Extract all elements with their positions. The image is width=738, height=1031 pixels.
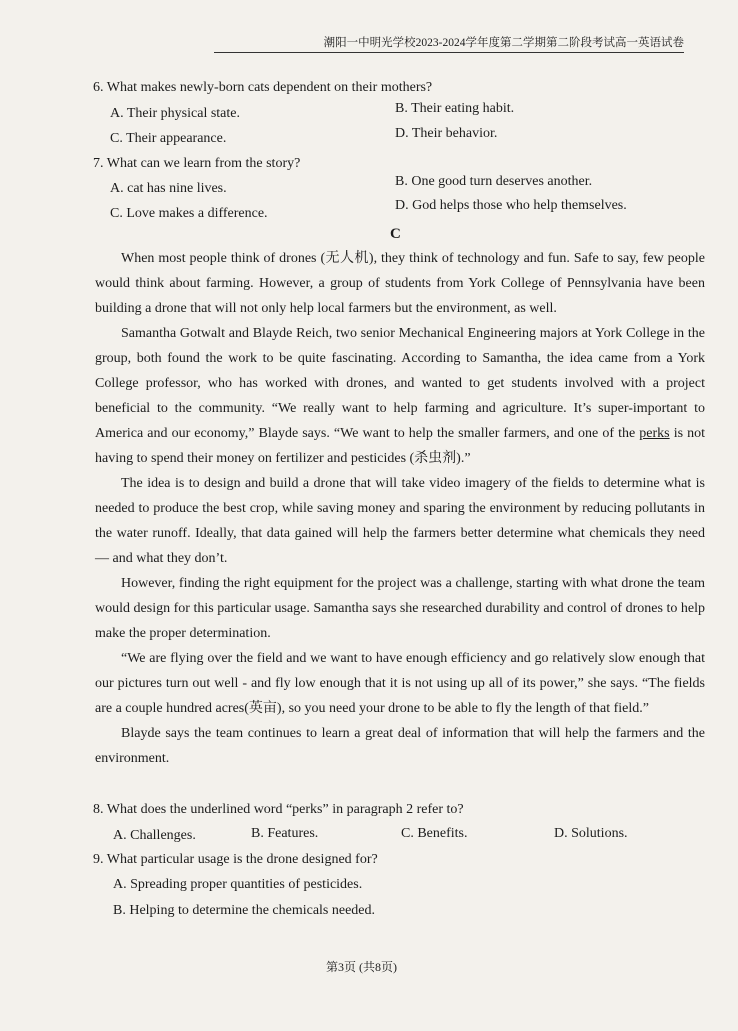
paragraph-2-text-after: is not having to spend their money on fertilizer and pesticides (杀虫剂).” (95, 426, 705, 466)
question-7-stem: 7. What can we learn from the story? (93, 156, 301, 171)
passage-paragraph-3: The idea is to design and build a drone that will take video imagery of the fields to determine what is needed to produce the best crop, while saving money and sparing the environment by reducing pollutants in the water runoff. Ideally, that data gained will help the farmers better determine what chemicals they need — and what they don’t. (95, 476, 705, 566)
page-header: 潮阳一中明光学校2023-2024学年度第二学期第二阶段考试高一英语试卷 (214, 34, 684, 53)
reading-passage (95, 246, 705, 771)
underlined-word-perks: perks (639, 426, 670, 441)
question-7-option-b: B. One good turn deserves another. (395, 174, 593, 189)
question-9-stem: 9. What particular usage is the drone designed for? (93, 852, 378, 867)
paragraph-2-text-before: Samantha Gotwalt and Blayde Reich, two senior Mechanical Engineering majors at York College in the group, both found the work to be quite fascinating. According to Samantha, the idea came from a York College professor, who has worked with drones, and wanted to get students involved with a project beneficial to the community. “We really want to help farming and agriculture. It’s super-important to America and our economy,” Blayde says. “We want to help the smaller farmers, and one of the (95, 326, 705, 441)
section-label: C (390, 226, 401, 242)
passage-paragraph-2 (95, 321, 705, 471)
question-6-option-d: D. Their behavior. (395, 126, 498, 141)
question-7-option-a: A. cat has nine lives. (110, 181, 227, 196)
passage-paragraph-6: Blayde says the team continues to learn a great deal of information that will help the farmers and the environment. (95, 726, 705, 766)
question-6-stem: 6. What makes newly-born cats dependent on their mothers? (93, 80, 433, 95)
question-9-option-a: A. Spreading proper quantities of pesticides. (113, 877, 363, 892)
question-8-stem: 8. What does the underlined word “perks” in paragraph 2 refer to? (93, 802, 464, 817)
question-8-option-c: C. Benefits. (401, 826, 468, 841)
passage-paragraph-5: “We are flying over the field and we want to have enough efficiency and go relatively slow enough that our pictures turn out well - and fly low enough that it is not using up all of its power,” she says. “The fields are a couple hundred acres(英亩), so you need your drone to be able to fly the length of that field.” (95, 651, 705, 716)
question-6-option-a: A. Their physical state. (110, 106, 240, 121)
page-footer: 第3页 (共8页) (326, 960, 397, 974)
question-8-option-d: D. Solutions. (554, 826, 628, 841)
question-8-option-b: B. Features. (251, 826, 319, 841)
passage-paragraph-1: When most people think of drones (无人机), they think of technology and fun. Safe to say, few people would think about farming. However, a group of students from York College of Pennsylvania have been building a drone that will not only help local farmers but the environment, as well. (95, 251, 705, 316)
question-6-option-b: B. Their eating habit. (395, 101, 515, 116)
question-9-option-b: B. Helping to determine the chemicals needed. (113, 903, 376, 918)
question-6-option-c: C. Their appearance. (110, 131, 227, 146)
question-7-option-d: D. God helps those who help themselves. (395, 198, 627, 213)
passage-paragraph-4: However, finding the right equipment for the project was a challenge, starting with what drone the team would design for this particular usage. Samantha says she researched durability and control of drones to help make the proper determination. (95, 576, 705, 641)
question-8-option-a: A. Challenges. (113, 828, 196, 843)
question-7-option-c: C. Love makes a difference. (110, 206, 268, 221)
